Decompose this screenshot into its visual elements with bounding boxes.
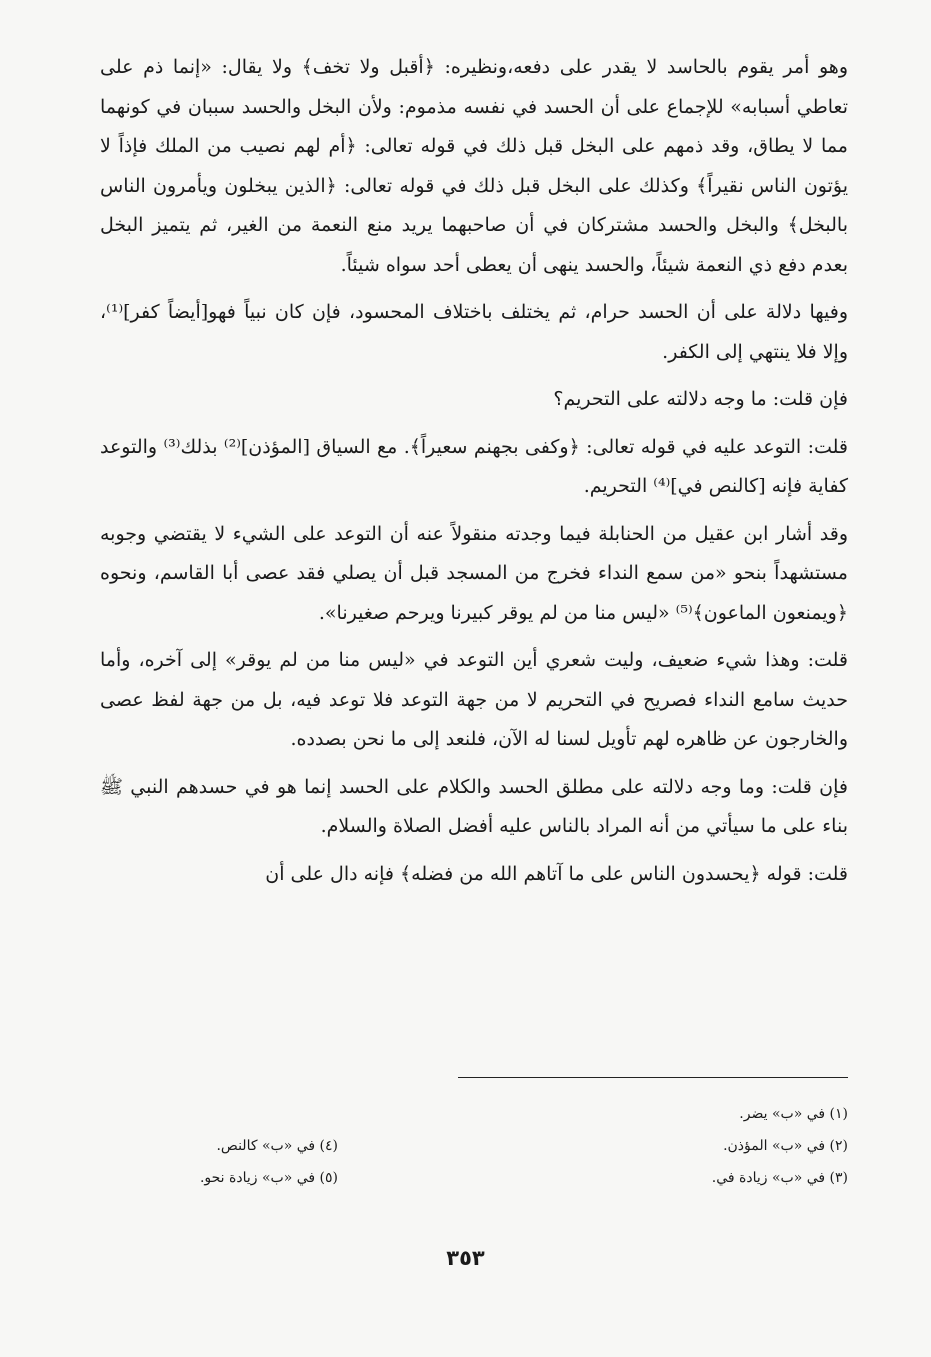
- paragraph-6: قلت: وهذا شيء ضعيف، وليت شعري أين التوعد في «ليس منا من لم يوقر» إلى آخره، وأما حديث سامع النداء فصريح في التحريم لا من جهة التوعد فلا توعد فيه، بل من جهة لفظ عصى والخارجون عن ظاهره لهم تأويل لسنا له الآن، فلنعد إلى ما نحن بصدده.: [100, 649, 848, 750]
- footnote-column-right: [338, 1098, 848, 1194]
- paragraph-4: قلت: التوعد عليه في قوله تعالى: ﴿وكفى بجهنم سعيراً﴾. مع السياق [المؤذن]⁽²⁾ بذلك⁽³⁾ والتوعد كفاية فإنه [كالنص في]⁽⁴⁾ التحريم.: [100, 435, 849, 497]
- footnote-3: (٣) في «ب» زيادة في.: [711, 1170, 848, 1186]
- paragraph-3: فإن قلت: ما وجه دلالته على التحريم؟: [553, 388, 848, 410]
- paragraph-8: قلت: قوله ﴿يحسدون الناس على ما آتاهم الله من فضله﴾ فإنه دال على أن: [265, 862, 848, 885]
- footnote-divider: [458, 1077, 848, 1078]
- footnote-2: (٢) في «ب» المؤذن.: [723, 1138, 848, 1154]
- footnote-row: [100, 1098, 848, 1194]
- footnote-4: (٤) في «ب» كالنص.: [216, 1138, 338, 1154]
- paragraph-5: وقد أشار ابن عقيل من الحنابلة فيما وجدته منقولاً عنه أن التوعد على الشيء لا يقتضي وجوبه مستشهداً بنحو «من سمع النداء فخرج من المسجد قبل أن يصلي فقد عصى أبا القاسم، ونحوه ﴿ويمنعون الماعون﴾⁽⁵⁾ «ليس منا من لم يوقر كبيرنا ويرحم صغيرنا».: [100, 522, 848, 624]
- main-text: [100, 48, 848, 902]
- footnote-spacer: [100, 1098, 338, 1130]
- paragraph-1: وهو أمر يقوم بالحاسد لا يقدر على دفعه،ونظيره: ﴿أقبل ولا تخف﴾ ولا يقال: «إنما ذم على تعاطي أسبابه» للإجماع على أن الحسد في نفسه مذموم: ولأن البخل والحسد سببان في كونهما مما لا يطاق، وقد ذمهم على البخل قبل ذلك في قوله تعالى: ﴿أم لهم نصيب من الملك فإذاً لا يؤتون الناس نقيراً﴾ وكذلك على البخل قبل ذلك في قوله تعالى: ﴿الذين يبخلون ويأمرون الناس بالبخل﴾ والبخل والحسد مشتركان في أن صاحبهما يريد منع النعمة من الغير، ثم يتميز البخل بعدم دفع ذي النعمة شيئاً، والحسد ينهى أن يعطى أحد سواه شيئاً.: [100, 56, 848, 276]
- page-number: ٣٥٣: [446, 1246, 485, 1270]
- paragraph-7: فإن قلت: وما وجه دلالته على مطلق الحسد والكلام على الحسد إنما هو في حسدهم النبي ﷺ بناء على ما سيأتي من أنه المراد بالناس عليه أفضل الصلاة والسلام.: [100, 775, 848, 837]
- footnote-column-left: [100, 1098, 338, 1194]
- footnotes: [100, 1098, 848, 1194]
- footnote-5: (٥) في «ب» زيادة نحو.: [199, 1170, 338, 1186]
- footnote-1: (١) في «ب» يضر.: [739, 1106, 848, 1122]
- paragraph-2: وفيها دلالة على أن الحسد حرام، ثم يختلف باختلاف المحسود، فإن كان نبياً فهو[أيضاً كفر]⁽¹⁾، وإلا فلا ينتهي إلى الكفر.: [100, 301, 848, 363]
